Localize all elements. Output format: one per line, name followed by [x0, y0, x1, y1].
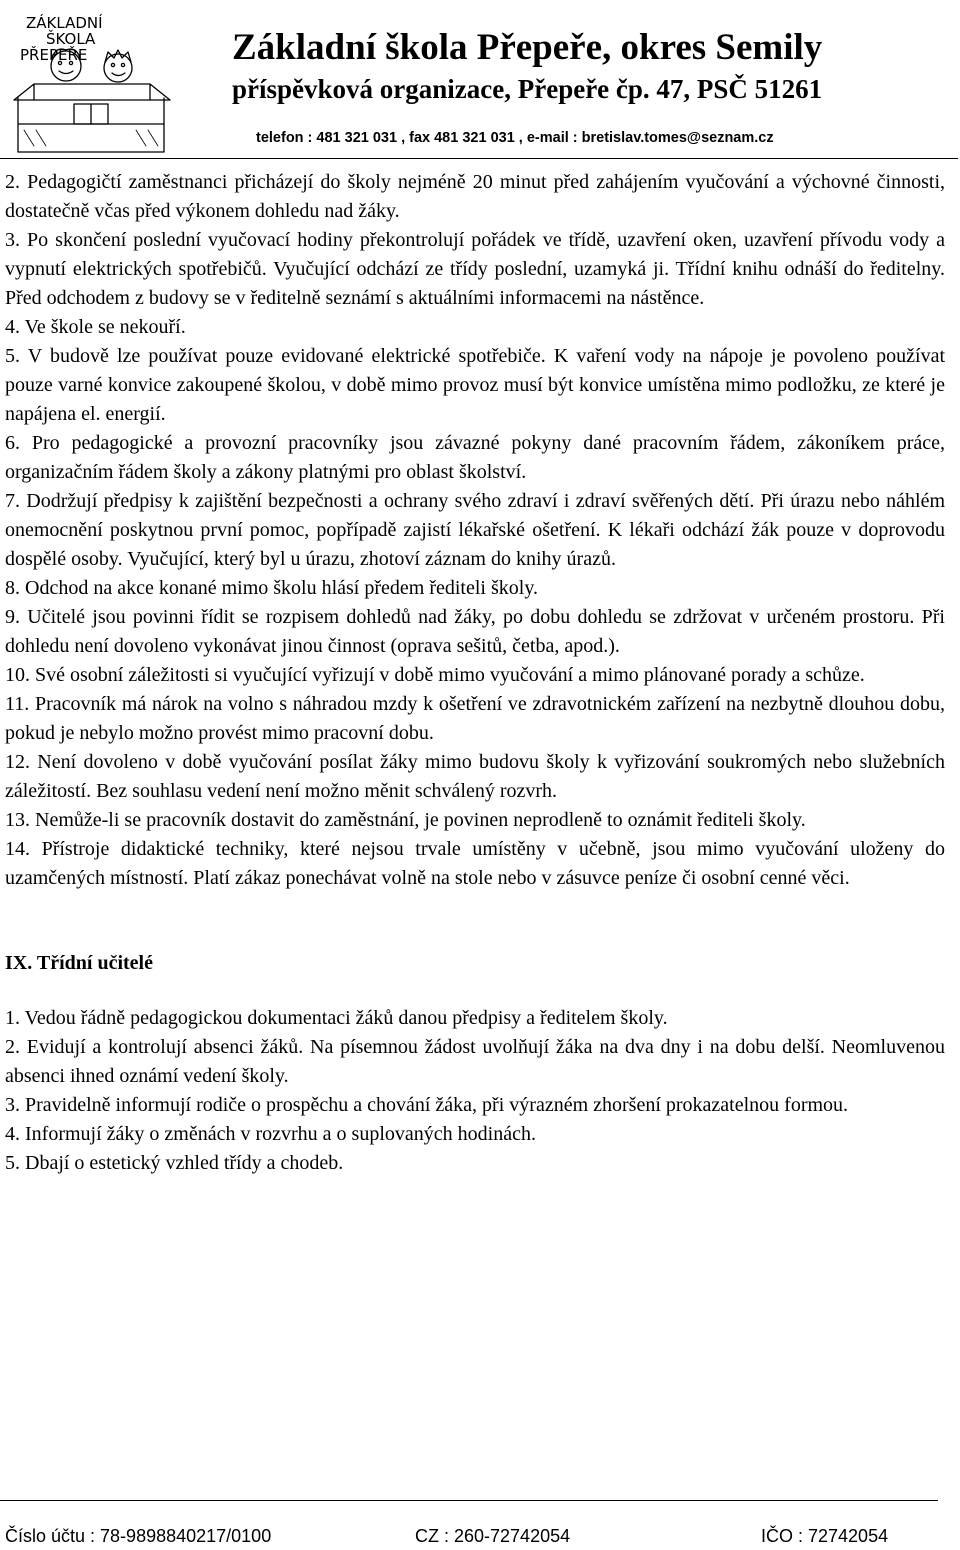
footer-account-number: Číslo účtu : 78-9898840217/0100: [5, 1526, 272, 1546]
paragraph-6: 6. Pro pedagogické a provozní pracovníky jsou závazné pokyny dané pracovním řádem, zákoníkem práce, organizačním řádem školy a zákony platnými pro oblast školství.: [5, 432, 945, 483]
paragraph-9: 9. Učitelé jsou povinni řídit se rozpisem dohledů nad žáky, po dobu dohledu se zdržovat v určeném prostoru. Při dohledu není dovoleno vykonávat jinou činnost (oprava sešitů, četba, apod.).: [5, 606, 945, 657]
paragraph-14: 14. Přístroje didaktické techniky, které nejsou trvale umístěny v učebně, jsou mimo vyučování uloženy do uzamčených místností. Platí zákaz ponechávat volně na stole nebo v zásuvce peníze či osobní cenné věci.: [5, 838, 945, 889]
footer-vat-id: CZ : 260-72742054: [415, 1526, 571, 1546]
school-subtitle: příspěvková organizace, Přepeře čp. 47, PSČ 51261: [232, 74, 823, 104]
footer-company-id: IČO : 72742054: [761, 1526, 889, 1546]
school-contact: telefon : 481 321 031 , fax 481 321 031 , e-mail : bretislav.tomes@seznam.cz: [256, 130, 774, 146]
letterhead: [0, 0, 960, 170]
section-item-1: 1. Vedou řádně pedagogickou dokumentaci žáků danou předpisy a ředitelem školy.: [5, 1007, 668, 1029]
section-item-2: 2. Evidují a kontrolují absenci žáků. Na písemnou žádost uvolňují žáka na dva dny i na dobu delší. Neomluvenou absenci ihned oznámí vedení školy.: [5, 1036, 945, 1087]
logo-text-line2: ŠKOLA: [46, 30, 96, 48]
paragraph-10: 10. Své osobní záležitosti si vyučující vyřizují v době mimo vyučování a mimo plánované porady a schůze.: [5, 664, 865, 686]
logo-text-line1: ZÁKLADNÍ: [26, 14, 103, 32]
section-item-4: 4. Informují žáky o změnách v rozvrhu a o suplovaných hodinách.: [5, 1123, 536, 1145]
paragraph-5: 5. V budově lze používat pouze evidované elektrické spotřebiče. K vaření vody na nápoje je povoleno používat pouze varné konvice zakoupené školou, v době mimo provoz musí být konvice umístěna mimo podložku, ze které je napájena el. energií.: [5, 345, 945, 425]
section-item-5: 5. Dbají o estetický vzhled třídy a chodeb.: [5, 1152, 344, 1174]
footer: [5, 1524, 935, 1550]
footer-divider: [0, 1500, 938, 1501]
school-logo-drawing: [4, 6, 180, 162]
section-item-3: 3. Pravidelně informují rodiče o prospěchu a chování žáka, při výrazném zhoršení prokazatelnou formou.: [5, 1094, 849, 1116]
header-divider: [0, 158, 958, 159]
logo-text-line3: PŘEPEŘE: [20, 46, 88, 64]
paragraph-3: 3. Po skončení poslední vyučovací hodiny překontrolují pořádek ve třídě, uzavření oken, uzavření přívodu vody a vypnutí elektrických spotřebičů. Vyučující odchází ze třídy poslední, uzamyká ji. Třídní knihu odnáší do ředitelny. Před odchodem z budovy se v ředitelně seznámí s aktuálními informacemi na nástěnce.: [5, 229, 945, 309]
document-body: [5, 168, 945, 1178]
paragraph-13: 13. Nemůže-li se pracovník dostavit do zaměstnání, je povinen neprodleně to oznámit řediteli školy.: [5, 809, 806, 831]
paragraph-2: 2. Pedagogičtí zaměstnanci přicházejí do školy nejméně 20 minut před zahájením vyučování a výchovné činnosti, dostatečně včas před výkonem dohledu nad žáky.: [5, 171, 945, 222]
section-heading: IX. Třídní učitelé: [5, 952, 153, 974]
school-name: Základní škola Přepeře, okres Semily: [232, 27, 823, 68]
paragraph-4: 4. Ve škole se nekouří.: [5, 316, 186, 338]
paragraph-12: 12. Není dovoleno v době vyučování posílat žáky mimo budovu školy k vyřizování soukromých nebo služebních záležitostí. Bez souhlasu vedení není možno měnit schválený rozvrh.: [5, 751, 945, 802]
paragraph-7: 7. Dodržují předpisy k zajištění bezpečnosti a ochrany svého zdraví i zdraví svěřených dětí. Při úrazu nebo náhlém onemocnění poskytnou první pomoc, popřípadě zajistí lékařské ošetření. K lékaři odchází žák pouze v doprovodu dospělé osoby. Vyučující, který byl u úrazu, zhotoví záznam do knihy úrazů.: [5, 490, 945, 570]
paragraph-11: 11. Pracovník má nárok na volno s náhradou mzdy k ošetření ve zdravotnickém zařízení na nezbytně dlouhou dobu, pokud je nebylo možno provést mimo pracovní dobu.: [5, 693, 945, 744]
paragraph-8: 8. Odchod na akce konané mimo školu hlásí předem řediteli školy.: [5, 577, 539, 599]
